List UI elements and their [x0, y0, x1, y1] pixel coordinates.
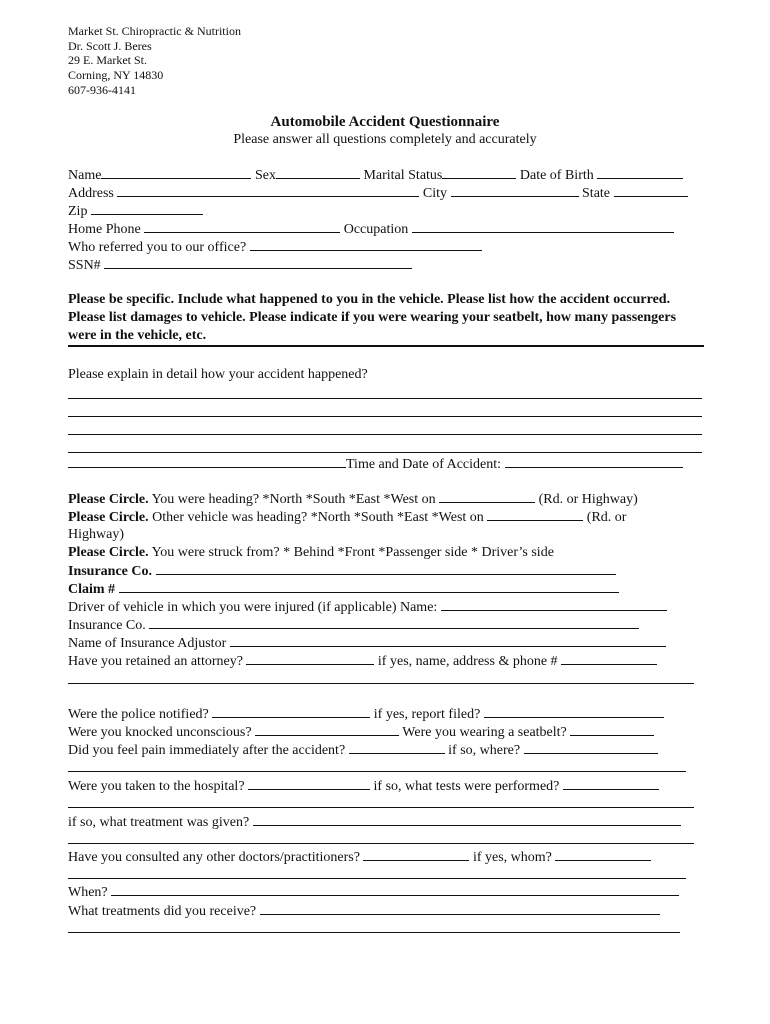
- tests-label: if so, what tests were performed?: [373, 779, 560, 794]
- time-date-label: Time and Date of Accident:: [346, 457, 502, 472]
- explain-line-1[interactable]: [68, 398, 702, 399]
- clinic-city: Corning, NY 14830: [68, 68, 164, 82]
- row-driver: [68, 598, 667, 617]
- ssn-label: SSN#: [68, 258, 101, 273]
- row-police: [68, 705, 664, 724]
- insurance-co-field[interactable]: [156, 562, 616, 575]
- police-field[interactable]: [212, 705, 370, 718]
- zip-label: Zip: [68, 204, 88, 219]
- claim-field[interactable]: [119, 580, 619, 593]
- explain-line-3[interactable]: [68, 434, 702, 435]
- consulted-field[interactable]: [363, 848, 469, 861]
- row-name: [68, 166, 683, 185]
- row-claim: [68, 580, 619, 599]
- explain-label: Please explain in detail how your accident happened?: [68, 367, 368, 382]
- instructions: Please be specific. Include what happened to you in the vehicle. Please list how the accident occurred. Please list damages to vehicle. Please indicate if you were wearing your seatbelt, how many passengers were in the vehicle, etc.: [68, 292, 677, 343]
- row-ssn: [68, 256, 412, 275]
- claim-label: Claim #: [68, 582, 116, 597]
- pain-field[interactable]: [349, 741, 445, 754]
- other-heading-wrap: Highway): [68, 527, 124, 542]
- row-adjustor: [68, 634, 666, 653]
- clinic-phone: 607-936-4141: [68, 83, 136, 97]
- unconscious-label: Were you knocked unconscious?: [68, 725, 252, 740]
- insurance-co-label: Insurance Co.: [68, 564, 153, 579]
- report-label: if yes, report filed?: [373, 707, 481, 722]
- state-label: State: [582, 186, 611, 201]
- section-divider: [68, 345, 704, 347]
- row-time-date: [68, 455, 683, 474]
- driver-label: Driver of vehicle in which you were injured (if applicable) Name:: [68, 600, 438, 615]
- explain-line-4[interactable]: [68, 452, 702, 453]
- row-treatment: [68, 813, 681, 832]
- row-insurance-co: [68, 562, 616, 581]
- adjustor-field[interactable]: [230, 634, 666, 647]
- struck-question: You were struck from? * Behind *Front *Passenger side * Driver’s side: [151, 545, 554, 560]
- attorney-label: Have you retained an attorney?: [68, 654, 243, 669]
- unconscious-field[interactable]: [255, 723, 399, 736]
- where-field[interactable]: [524, 741, 658, 754]
- driver-field[interactable]: [441, 598, 667, 611]
- adjustor-label: Name of Insurance Adjustor: [68, 636, 227, 651]
- whom-label: if yes, whom?: [472, 850, 552, 865]
- whom-field[interactable]: [555, 848, 651, 861]
- report-field[interactable]: [484, 705, 664, 718]
- sex-label: Sex: [254, 168, 276, 183]
- explain-line-5[interactable]: [68, 455, 346, 468]
- heading-question: You were heading? *North *South *East *West on: [151, 492, 436, 507]
- form-title: Automobile Accident Questionnaire: [270, 114, 500, 130]
- seatbelt-label: Were you wearing a seatbelt?: [402, 725, 567, 740]
- treatments-field[interactable]: [260, 902, 660, 915]
- circle-label-3: Please Circle.: [68, 545, 149, 560]
- pain-label: Did you feel pain immediately after the accident?: [68, 743, 346, 758]
- city-field[interactable]: [451, 184, 579, 197]
- other-heading-tail: (Rd. or: [586, 510, 627, 525]
- occupation-label: Occupation: [343, 222, 409, 237]
- sex-field[interactable]: [276, 166, 360, 179]
- row-driver-insurance: [68, 616, 639, 635]
- pain-line-2[interactable]: [68, 771, 686, 772]
- treatments-label: What treatments did you receive?: [68, 904, 257, 919]
- heading-tail: (Rd. or Highway): [538, 492, 638, 507]
- name-field[interactable]: [101, 166, 251, 179]
- driver-insurance-field[interactable]: [149, 616, 639, 629]
- address-label: Address: [68, 186, 114, 201]
- zip-field[interactable]: [91, 202, 203, 215]
- consulted-line-2[interactable]: [68, 878, 686, 879]
- ssn-field[interactable]: [104, 256, 412, 269]
- marital-label: Marital Status: [363, 168, 443, 183]
- when-field[interactable]: [111, 883, 679, 896]
- circle-label-1: Please Circle.: [68, 492, 149, 507]
- attorney-details-field[interactable]: [561, 652, 657, 665]
- row-consulted: [68, 848, 651, 867]
- dob-label: Date of Birth: [519, 168, 594, 183]
- explain-line-2[interactable]: [68, 416, 702, 417]
- row-referred: [68, 238, 482, 257]
- row-zip: [68, 202, 203, 221]
- consulted-label: Have you consulted any other doctors/practitioners?: [68, 850, 360, 865]
- treatment-field[interactable]: [253, 813, 681, 826]
- state-field[interactable]: [614, 184, 688, 197]
- row-heading: [68, 490, 638, 509]
- time-date-field[interactable]: [505, 455, 683, 468]
- city-label: City: [422, 186, 448, 201]
- where-label: if so, where?: [448, 743, 521, 758]
- heading-road-field[interactable]: [439, 490, 535, 503]
- clinic-doctor: Dr. Scott J. Beres: [68, 39, 152, 53]
- row-address: [68, 184, 688, 203]
- circle-label-2: Please Circle.: [68, 510, 149, 525]
- row-other-heading: [68, 508, 626, 527]
- other-heading-road-field[interactable]: [487, 508, 583, 521]
- form-subtitle: Please answer all questions completely and accurately: [233, 132, 537, 147]
- home-phone-field[interactable]: [144, 220, 340, 233]
- address-field[interactable]: [117, 184, 419, 197]
- row-pain: [68, 741, 658, 760]
- when-label: When?: [68, 885, 108, 900]
- tests-line-2[interactable]: [68, 807, 694, 808]
- driver-insurance-label: Insurance Co.: [68, 618, 146, 633]
- attorney-field[interactable]: [246, 652, 374, 665]
- other-heading-question: Other vehicle was heading? *North *South *East *West on: [152, 510, 484, 525]
- treatment-label: if so, what treatment was given?: [68, 815, 250, 830]
- hospital-field[interactable]: [248, 777, 370, 790]
- hospital-label: Were you taken to the hospital?: [68, 779, 245, 794]
- row-treatments: [68, 902, 660, 921]
- occupation-field[interactable]: [412, 220, 674, 233]
- dob-field[interactable]: [597, 166, 683, 179]
- attorney-line-2[interactable]: [68, 683, 694, 684]
- referred-field[interactable]: [250, 238, 482, 251]
- row-attorney: [68, 652, 657, 671]
- clinic-name: Market St. Chiropractic & Nutrition: [68, 24, 241, 38]
- treatments-line-2[interactable]: [68, 932, 680, 933]
- home-phone-label: Home Phone: [68, 222, 141, 237]
- row-unconscious: [68, 723, 654, 742]
- clinic-street: 29 E. Market St.: [68, 53, 147, 67]
- row-hospital: [68, 777, 659, 796]
- referred-label: Who referred you to our office?: [68, 240, 247, 255]
- tests-field[interactable]: [563, 777, 659, 790]
- treatment-line-2[interactable]: [68, 843, 694, 844]
- marital-field[interactable]: [442, 166, 516, 179]
- row-phone: [68, 220, 674, 239]
- name-label: Name: [68, 168, 102, 183]
- row-struck: [68, 544, 554, 562]
- police-label: Were the police notified?: [68, 707, 209, 722]
- attorney-tail: if yes, name, address & phone #: [377, 654, 558, 669]
- row-when: [68, 883, 679, 902]
- seatbelt-field[interactable]: [570, 723, 654, 736]
